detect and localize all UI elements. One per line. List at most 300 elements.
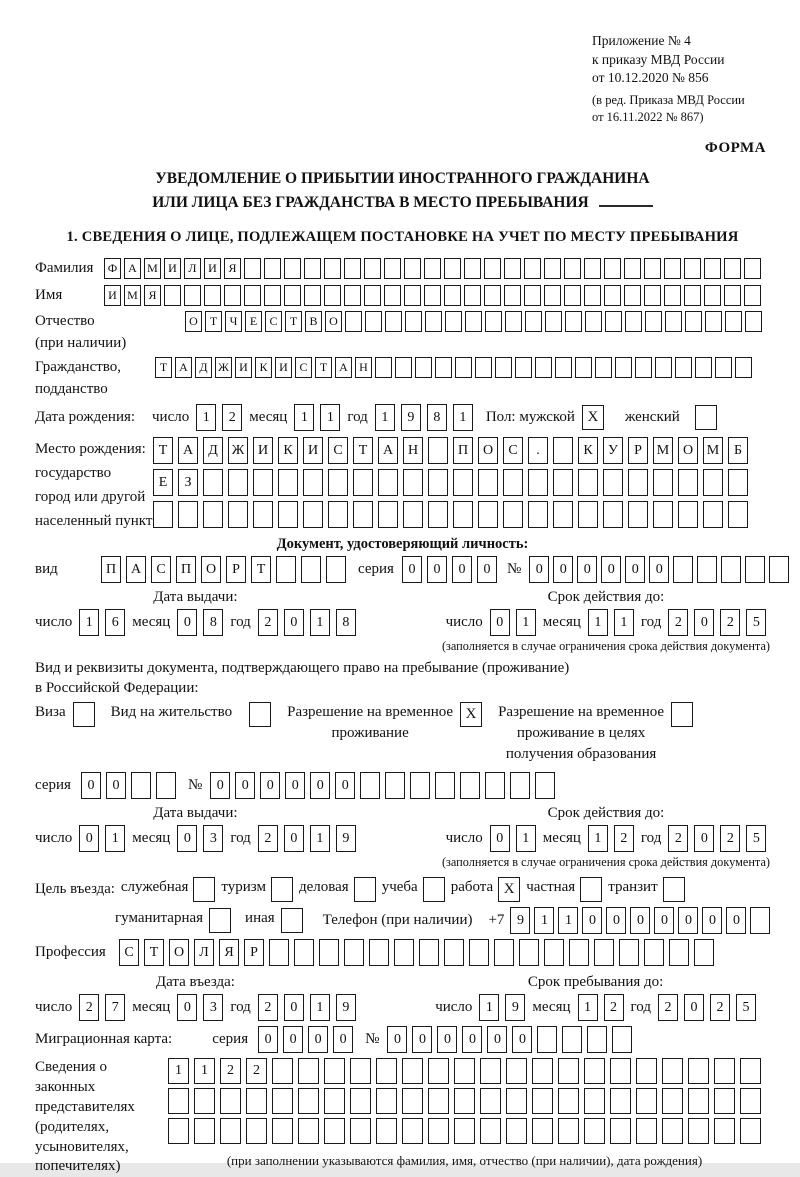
char-cell[interactable]	[478, 469, 498, 496]
purpose-option[interactable]	[245, 908, 303, 933]
char-cell[interactable]: Б	[728, 437, 748, 464]
char-cell[interactable]	[269, 939, 289, 966]
char-cell[interactable]	[503, 469, 523, 496]
char-cell[interactable]	[364, 258, 381, 279]
purpose-option[interactable]	[451, 877, 521, 902]
purpose-option[interactable]	[121, 877, 216, 902]
birth-year-cells[interactable]	[375, 404, 473, 431]
char-cell[interactable]: В	[305, 311, 322, 332]
identity-doc-series-cells[interactable]	[402, 556, 497, 583]
char-cell[interactable]: 1	[453, 404, 473, 431]
char-cell[interactable]	[464, 258, 481, 279]
char-cell[interactable]	[204, 285, 221, 306]
char-cell[interactable]	[704, 285, 721, 306]
char-cell[interactable]: Т	[315, 357, 332, 378]
char-cell[interactable]	[465, 311, 482, 332]
char-cell[interactable]	[246, 1088, 267, 1114]
char-cell[interactable]	[480, 1088, 501, 1114]
char-cell[interactable]	[578, 501, 598, 528]
representatives-cells-row2[interactable]	[168, 1088, 761, 1114]
char-cell[interactable]	[444, 258, 461, 279]
residence-issue-month-cells[interactable]	[177, 825, 223, 852]
birth-day-cells[interactable]	[196, 404, 242, 431]
char-cell[interactable]: 7	[105, 994, 125, 1021]
temp-residence-education-option[interactable]	[498, 702, 693, 765]
char-cell[interactable]	[688, 1088, 709, 1114]
char-cell[interactable]: 0	[654, 907, 674, 934]
char-cell[interactable]	[728, 469, 748, 496]
char-cell[interactable]	[558, 1118, 579, 1144]
char-cell[interactable]: 2	[668, 609, 688, 636]
char-cell[interactable]: 9	[505, 994, 525, 1021]
identity-issue-year-cells[interactable]	[258, 609, 356, 636]
identity-issue-day-cells[interactable]	[79, 609, 125, 636]
char-cell[interactable]	[410, 772, 430, 799]
representatives-cells-row1[interactable]	[168, 1058, 761, 1084]
char-cell[interactable]	[376, 1118, 397, 1144]
char-cell[interactable]	[350, 1058, 371, 1084]
char-cell[interactable]	[228, 469, 248, 496]
char-cell[interactable]	[740, 1088, 761, 1114]
char-cell[interactable]	[636, 1118, 657, 1144]
char-cell[interactable]: 0	[412, 1026, 432, 1053]
char-cell[interactable]: 0	[684, 994, 704, 1021]
char-cell[interactable]: П	[176, 556, 196, 583]
char-cell[interactable]	[404, 285, 421, 306]
char-cell[interactable]	[485, 772, 505, 799]
char-cell[interactable]	[484, 258, 501, 279]
char-cell[interactable]	[365, 311, 382, 332]
char-cell[interactable]	[178, 501, 198, 528]
char-cell[interactable]	[435, 772, 455, 799]
char-cell[interactable]	[298, 1118, 319, 1144]
purpose-work-checkbox[interactable]: X	[498, 877, 520, 902]
char-cell[interactable]	[228, 501, 248, 528]
char-cell[interactable]	[662, 1088, 683, 1114]
identity-valid-day-cells[interactable]	[490, 609, 536, 636]
char-cell[interactable]	[384, 285, 401, 306]
char-cell[interactable]	[319, 939, 339, 966]
surname-cells[interactable]	[104, 258, 761, 279]
char-cell[interactable]: .	[528, 437, 548, 464]
char-cell[interactable]: 2	[710, 994, 730, 1021]
char-cell[interactable]: Р	[244, 939, 264, 966]
char-cell[interactable]: 0	[81, 772, 101, 799]
birth-place-cells-row1[interactable]	[153, 437, 748, 464]
purpose-option[interactable]	[382, 877, 445, 902]
char-cell[interactable]	[524, 258, 541, 279]
char-cell[interactable]	[628, 469, 648, 496]
residence-valid-month-cells[interactable]	[588, 825, 634, 852]
char-cell[interactable]: 0	[402, 556, 422, 583]
char-cell[interactable]	[378, 469, 398, 496]
char-cell[interactable]	[545, 311, 562, 332]
char-cell[interactable]	[584, 1118, 605, 1144]
char-cell[interactable]	[324, 1058, 345, 1084]
char-cell[interactable]	[276, 556, 296, 583]
char-cell[interactable]: И	[235, 357, 252, 378]
char-cell[interactable]: 1	[79, 609, 99, 636]
entry-month-cells[interactable]	[177, 994, 223, 1021]
char-cell[interactable]	[469, 939, 489, 966]
char-cell[interactable]: 0	[694, 609, 714, 636]
char-cell[interactable]: 9	[510, 907, 530, 934]
char-cell[interactable]: М	[703, 437, 723, 464]
char-cell[interactable]	[584, 1058, 605, 1084]
char-cell[interactable]: С	[328, 437, 348, 464]
entry-day-cells[interactable]	[79, 994, 125, 1021]
char-cell[interactable]: 0	[177, 825, 197, 852]
char-cell[interactable]	[460, 772, 480, 799]
char-cell[interactable]: 0	[452, 556, 472, 583]
char-cell[interactable]: О	[201, 556, 221, 583]
char-cell[interactable]: О	[478, 437, 498, 464]
char-cell[interactable]	[653, 501, 673, 528]
char-cell[interactable]	[604, 285, 621, 306]
stay-month-cells[interactable]	[578, 994, 624, 1021]
char-cell[interactable]: С	[295, 357, 312, 378]
char-cell[interactable]	[264, 285, 281, 306]
char-cell[interactable]	[544, 258, 561, 279]
char-cell[interactable]: 0	[335, 772, 355, 799]
char-cell[interactable]: 1	[588, 609, 608, 636]
temp-residence-option[interactable]	[287, 702, 482, 744]
char-cell[interactable]: 9	[336, 994, 356, 1021]
purpose-private-checkbox[interactable]	[580, 877, 602, 902]
char-cell[interactable]: А	[175, 357, 192, 378]
char-cell[interactable]	[453, 501, 473, 528]
char-cell[interactable]	[724, 258, 741, 279]
char-cell[interactable]	[455, 357, 472, 378]
char-cell[interactable]	[745, 556, 765, 583]
char-cell[interactable]	[324, 285, 341, 306]
char-cell[interactable]: 1	[310, 994, 330, 1021]
char-cell[interactable]: 0	[210, 772, 230, 799]
char-cell[interactable]: 0	[577, 556, 597, 583]
char-cell[interactable]	[324, 1088, 345, 1114]
char-cell[interactable]: 1	[194, 1058, 215, 1084]
purpose-option[interactable]	[526, 877, 602, 902]
char-cell[interactable]	[725, 311, 742, 332]
char-cell[interactable]	[619, 939, 639, 966]
char-cell[interactable]	[636, 1088, 657, 1114]
char-cell[interactable]	[664, 285, 681, 306]
char-cell[interactable]: 0	[177, 609, 197, 636]
char-cell[interactable]	[740, 1058, 761, 1084]
char-cell[interactable]	[353, 501, 373, 528]
char-cell[interactable]	[131, 772, 151, 799]
char-cell[interactable]	[697, 556, 717, 583]
char-cell[interactable]	[564, 285, 581, 306]
char-cell[interactable]: 0	[477, 556, 497, 583]
char-cell[interactable]	[415, 357, 432, 378]
char-cell[interactable]	[769, 556, 789, 583]
char-cell[interactable]	[153, 501, 173, 528]
char-cell[interactable]	[724, 285, 741, 306]
char-cell[interactable]: Ж	[215, 357, 232, 378]
sex-female-checkbox[interactable]	[695, 405, 717, 430]
char-cell[interactable]	[644, 939, 664, 966]
char-cell[interactable]	[444, 285, 461, 306]
char-cell[interactable]	[595, 357, 612, 378]
char-cell[interactable]: Я	[219, 939, 239, 966]
char-cell[interactable]	[244, 258, 261, 279]
char-cell[interactable]	[220, 1118, 241, 1144]
char-cell[interactable]	[504, 285, 521, 306]
char-cell[interactable]	[506, 1118, 527, 1144]
char-cell[interactable]	[544, 285, 561, 306]
char-cell[interactable]	[555, 357, 572, 378]
char-cell[interactable]: Ж	[228, 437, 248, 464]
entry-year-cells[interactable]	[258, 994, 356, 1021]
migration-card-number-cells[interactable]	[387, 1026, 632, 1053]
char-cell[interactable]: 1	[294, 404, 314, 431]
char-cell[interactable]	[272, 1088, 293, 1114]
char-cell[interactable]	[220, 1088, 241, 1114]
char-cell[interactable]	[735, 357, 752, 378]
char-cell[interactable]: 2	[246, 1058, 267, 1084]
char-cell[interactable]	[704, 258, 721, 279]
residence-permit-option[interactable]	[111, 702, 271, 727]
char-cell[interactable]: О	[169, 939, 189, 966]
char-cell[interactable]	[402, 1058, 423, 1084]
char-cell[interactable]	[328, 469, 348, 496]
char-cell[interactable]	[605, 311, 622, 332]
char-cell[interactable]: 2	[222, 404, 242, 431]
char-cell[interactable]	[644, 258, 661, 279]
purpose-tourism-checkbox[interactable]	[271, 877, 293, 902]
char-cell[interactable]: 0	[553, 556, 573, 583]
char-cell[interactable]: 0	[649, 556, 669, 583]
char-cell[interactable]: 0	[630, 907, 650, 934]
char-cell[interactable]	[532, 1118, 553, 1144]
purpose-option[interactable]	[221, 877, 293, 902]
char-cell[interactable]	[278, 501, 298, 528]
char-cell[interactable]: 0	[106, 772, 126, 799]
char-cell[interactable]	[298, 1088, 319, 1114]
purpose-humanitarian-checkbox[interactable]	[209, 908, 231, 933]
char-cell[interactable]	[344, 258, 361, 279]
char-cell[interactable]: 0	[260, 772, 280, 799]
char-cell[interactable]: И	[164, 258, 181, 279]
char-cell[interactable]: 2	[614, 825, 634, 852]
char-cell[interactable]: И	[204, 258, 221, 279]
char-cell[interactable]	[728, 501, 748, 528]
char-cell[interactable]: 0	[308, 1026, 328, 1053]
char-cell[interactable]	[344, 939, 364, 966]
char-cell[interactable]: 3	[203, 825, 223, 852]
char-cell[interactable]	[284, 285, 301, 306]
char-cell[interactable]	[503, 501, 523, 528]
identity-doc-kind-cells[interactable]	[101, 556, 346, 583]
char-cell[interactable]: 0	[284, 994, 304, 1021]
char-cell[interactable]	[224, 285, 241, 306]
char-cell[interactable]: 2	[604, 994, 624, 1021]
char-cell[interactable]	[301, 556, 321, 583]
char-cell[interactable]: У	[603, 437, 623, 464]
char-cell[interactable]: 0	[512, 1026, 532, 1053]
char-cell[interactable]	[428, 1058, 449, 1084]
char-cell[interactable]	[715, 357, 732, 378]
char-cell[interactable]: 0	[462, 1026, 482, 1053]
char-cell[interactable]: Д	[203, 437, 223, 464]
purpose-study-checkbox[interactable]	[423, 877, 445, 902]
char-cell[interactable]	[304, 285, 321, 306]
char-cell[interactable]	[510, 772, 530, 799]
char-cell[interactable]: 0	[606, 907, 626, 934]
char-cell[interactable]	[454, 1088, 475, 1114]
char-cell[interactable]: М	[653, 437, 673, 464]
char-cell[interactable]: 0	[529, 556, 549, 583]
char-cell[interactable]: 6	[105, 609, 125, 636]
visa-option[interactable]	[35, 702, 95, 727]
char-cell[interactable]	[612, 1026, 632, 1053]
char-cell[interactable]	[369, 939, 389, 966]
char-cell[interactable]: 0	[284, 825, 304, 852]
char-cell[interactable]	[587, 1026, 607, 1053]
char-cell[interactable]	[345, 311, 362, 332]
char-cell[interactable]: Т	[153, 437, 173, 464]
char-cell[interactable]	[480, 1118, 501, 1144]
char-cell[interactable]	[485, 311, 502, 332]
char-cell[interactable]: О	[678, 437, 698, 464]
char-cell[interactable]: И	[275, 357, 292, 378]
char-cell[interactable]: Е	[153, 469, 173, 496]
char-cell[interactable]: 5	[746, 825, 766, 852]
char-cell[interactable]: 0	[285, 772, 305, 799]
char-cell[interactable]: Я	[224, 258, 241, 279]
char-cell[interactable]: 1	[578, 994, 598, 1021]
char-cell[interactable]	[353, 469, 373, 496]
char-cell[interactable]	[610, 1088, 631, 1114]
char-cell[interactable]	[740, 1118, 761, 1144]
char-cell[interactable]	[453, 469, 473, 496]
char-cell[interactable]	[694, 939, 714, 966]
char-cell[interactable]	[744, 285, 761, 306]
temp-residence-checkbox[interactable]: X	[460, 702, 482, 727]
char-cell[interactable]: 1	[614, 609, 634, 636]
char-cell[interactable]: 0	[258, 1026, 278, 1053]
char-cell[interactable]: 1	[105, 825, 125, 852]
char-cell[interactable]	[524, 285, 541, 306]
residence-doc-number-cells[interactable]	[210, 772, 555, 799]
temp-residence-education-checkbox[interactable]	[671, 702, 693, 727]
char-cell[interactable]: И	[253, 437, 273, 464]
char-cell[interactable]: Т	[353, 437, 373, 464]
char-cell[interactable]	[673, 556, 693, 583]
char-cell[interactable]: 1	[168, 1058, 189, 1084]
char-cell[interactable]	[635, 357, 652, 378]
char-cell[interactable]	[168, 1118, 189, 1144]
char-cell[interactable]	[424, 285, 441, 306]
char-cell[interactable]	[454, 1118, 475, 1144]
char-cell[interactable]	[610, 1118, 631, 1144]
residence-permit-checkbox[interactable]	[249, 702, 271, 727]
char-cell[interactable]	[376, 1088, 397, 1114]
char-cell[interactable]: А	[124, 258, 141, 279]
char-cell[interactable]	[484, 285, 501, 306]
char-cell[interactable]: А	[178, 437, 198, 464]
char-cell[interactable]	[703, 469, 723, 496]
char-cell[interactable]	[532, 1058, 553, 1084]
char-cell[interactable]	[168, 1088, 189, 1114]
char-cell[interactable]: 0	[582, 907, 602, 934]
char-cell[interactable]	[253, 501, 273, 528]
char-cell[interactable]	[714, 1118, 735, 1144]
char-cell[interactable]: Д	[195, 357, 212, 378]
residence-doc-series-cells[interactable]	[81, 772, 176, 799]
char-cell[interactable]: О	[325, 311, 342, 332]
char-cell[interactable]	[253, 469, 273, 496]
char-cell[interactable]: Р	[226, 556, 246, 583]
char-cell[interactable]	[464, 285, 481, 306]
char-cell[interactable]	[669, 939, 689, 966]
char-cell[interactable]: 2	[720, 825, 740, 852]
char-cell[interactable]	[684, 258, 701, 279]
char-cell[interactable]: 0	[490, 609, 510, 636]
purpose-option[interactable]	[608, 877, 684, 902]
profession-cells[interactable]	[119, 939, 714, 966]
char-cell[interactable]	[584, 258, 601, 279]
char-cell[interactable]: 1	[310, 609, 330, 636]
char-cell[interactable]	[272, 1058, 293, 1084]
char-cell[interactable]	[678, 469, 698, 496]
char-cell[interactable]	[394, 939, 414, 966]
char-cell[interactable]	[685, 311, 702, 332]
char-cell[interactable]: 1	[310, 825, 330, 852]
char-cell[interactable]	[519, 939, 539, 966]
sex-male-checkbox[interactable]: X	[582, 405, 604, 430]
char-cell[interactable]	[435, 357, 452, 378]
char-cell[interactable]	[532, 1088, 553, 1114]
char-cell[interactable]	[515, 357, 532, 378]
char-cell[interactable]	[553, 501, 573, 528]
char-cell[interactable]: 0	[625, 556, 645, 583]
char-cell[interactable]: 2	[258, 825, 278, 852]
char-cell[interactable]	[662, 1118, 683, 1144]
char-cell[interactable]	[584, 1088, 605, 1114]
char-cell[interactable]	[425, 311, 442, 332]
char-cell[interactable]: К	[278, 437, 298, 464]
char-cell[interactable]: Р	[628, 437, 648, 464]
char-cell[interactable]: Т	[144, 939, 164, 966]
char-cell[interactable]: 0	[726, 907, 746, 934]
char-cell[interactable]	[403, 501, 423, 528]
char-cell[interactable]	[653, 469, 673, 496]
char-cell[interactable]: И	[303, 437, 323, 464]
char-cell[interactable]	[424, 258, 441, 279]
char-cell[interactable]: 0	[79, 825, 99, 852]
char-cell[interactable]	[675, 357, 692, 378]
identity-valid-month-cells[interactable]	[588, 609, 634, 636]
char-cell[interactable]	[478, 501, 498, 528]
char-cell[interactable]	[480, 1058, 501, 1084]
char-cell[interactable]	[655, 357, 672, 378]
char-cell[interactable]	[705, 311, 722, 332]
char-cell[interactable]	[610, 1058, 631, 1084]
char-cell[interactable]: А	[335, 357, 352, 378]
purpose-other-checkbox[interactable]	[281, 908, 303, 933]
stay-day-cells[interactable]	[479, 994, 525, 1021]
purpose-business-checkbox[interactable]	[193, 877, 215, 902]
char-cell[interactable]: Л	[194, 939, 214, 966]
char-cell[interactable]	[303, 469, 323, 496]
char-cell[interactable]: Т	[155, 357, 172, 378]
char-cell[interactable]: С	[503, 437, 523, 464]
char-cell[interactable]	[615, 357, 632, 378]
char-cell[interactable]: Т	[285, 311, 302, 332]
char-cell[interactable]: 0	[427, 556, 447, 583]
